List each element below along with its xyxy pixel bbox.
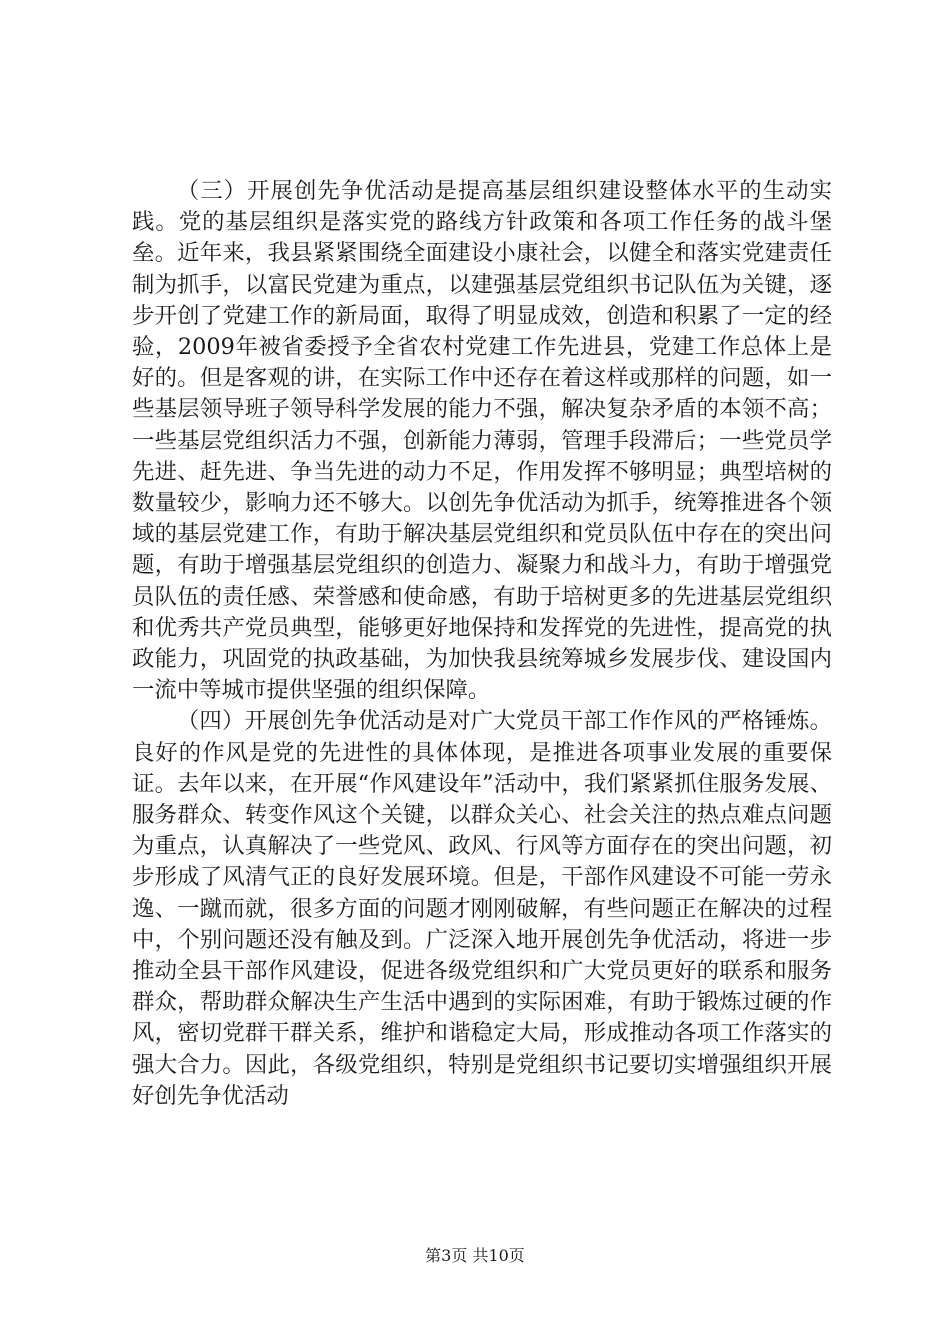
page-number: 第3页 共10页 <box>425 1246 525 1265</box>
document-body <box>132 176 832 1112</box>
page-footer <box>0 1246 950 1266</box>
paragraph-section-four: （四）开展创先争优活动是对广大党员干部工作作风的严格锤炼。良好的作风是党的先进性的具体体现，是推进各项事业发展的重要保证。去年以来，在开展“作风建设年”活动中，我们紧紧抓住服务发展、服务群众、转变作风这个关键，以群众关心、社会关注的热点难点问题为重点，认真解决了一些党风、政风、行风等方面存在的突出问题，初步形成了风清气正的良好发展环境。但是，干部作风建设不可能一劳永逸、一蹴而就，很多方面的问题才刚刚破解，有些问题正在解决的过程中，个别问题还没有触及到。广泛深入地开展创先争优活动，将进一步推动全县干部作风建设，促进各级党组织和广大党员更好的联系和服务群众，帮助群众解决生产生活中遇到的实际困难，有助于锻炼过硬的作风，密切党群干群关系，维护和谐稳定大局，形成推动各项工作落实的强大合力。因此，各级党组织，特别是党组织书记要切实增强组织开展好创先争优活动 <box>132 708 832 1109</box>
paragraph-section-three: （三）开展创先争优活动是提高基层组织建设整体水平的生动实践。党的基层组织是落实党的路线方针政策和各项工作任务的战斗堡垒。近年来，我县紧紧围绕全面建设小康社会，以健全和落实党建责任制为抓手，以富民党建为重点，以建强基层党组织书记队伍为关键，逐步开创了党建工作的新局面，取得了明显成效，创造和积累了一定的经验，2009年被省委授予全省农村党建工作先进县，党建工作总体上是好的。但是客观的讲，在实际工作中还存在着这样或那样的问题，如一些基层领导班子领导科学发展的能力不强，解决复杂矛盾的本领不高；一些基层党组织活力不强，创新能力薄弱，管理手段滞后；一些党员学先进、赶先进、争当先进的动力不足，作用发挥不够明显；典型培树的数量较少，影响力还不够大。以创先争优活动为抓手，统筹推进各个领域的基层党建工作，有助于解决基层党组织和党员队伍中存在的突出问题，有助于增强基层党组织的创造力、凝聚力和战斗力，有助于增强党员队伍的责任感、荣誉感和使命感，有助于培树更多的先进基层党组织和优秀共产党员典型，能够更好地保持和发挥党的先进性，提高党的执政能力，巩固党的执政基础，为加快我县统筹城乡发展步伐、建设国内一流中等城市提供坚强的组织保障。 <box>132 178 832 704</box>
